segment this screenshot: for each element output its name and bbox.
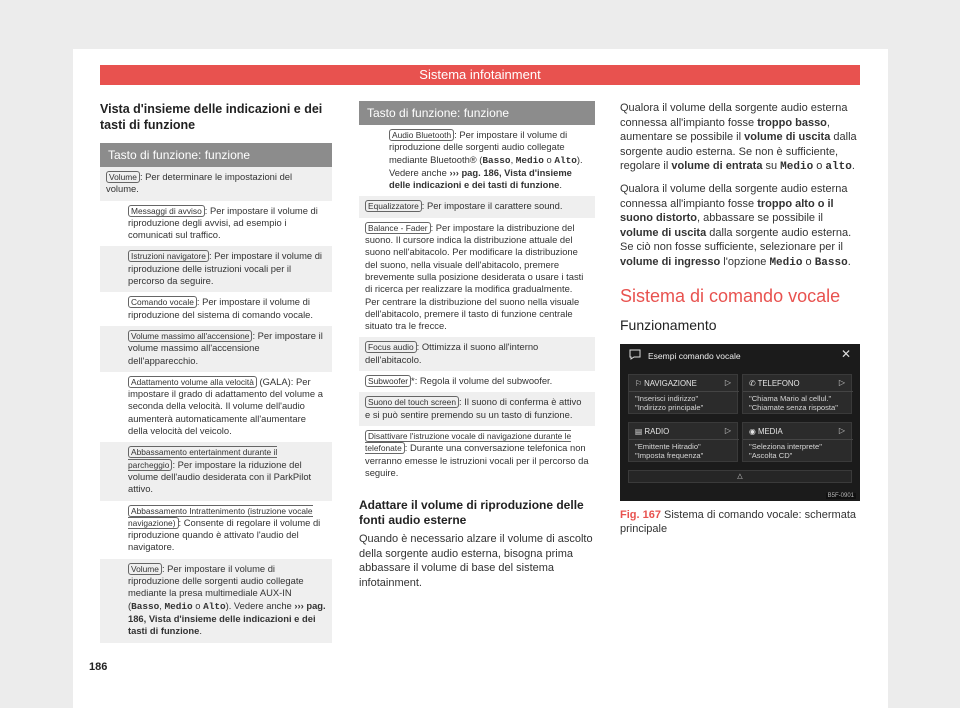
row-text: : Per determinare le impostazioni del volume. <box>106 171 293 195</box>
table-row <box>359 337 595 371</box>
table-row <box>359 392 595 426</box>
page-reference-link[interactable]: ››› pag. 186, Vista d'insieme delle indicazioni e dei tasti di funzione <box>128 599 326 637</box>
tile-label: RADIO <box>644 426 670 436</box>
table-row <box>100 326 332 372</box>
example-command: "Indirizzo principale" <box>635 402 704 412</box>
row-text: : Per impostare il volume massimo all'accensione dell'apparecchio. <box>128 329 323 366</box>
paragraph <box>620 182 860 271</box>
text: , abbassare se possibile il <box>697 212 823 225</box>
tile-header: ◉ MEDIA <box>749 426 783 436</box>
row-text: ). Vedere anche <box>389 153 583 178</box>
example-command: "Imposta frequenza" <box>635 450 704 460</box>
row-text: o <box>192 599 204 611</box>
bold-text: volume di ingresso <box>620 255 721 268</box>
function-key: Disattivare l'istruzione vocale di navigazione durante le telefonate <box>365 430 572 454</box>
table-row <box>359 125 595 196</box>
table-row <box>359 196 595 217</box>
page-number: 186 <box>89 661 108 673</box>
text: o <box>813 160 826 173</box>
function-key: Volume <box>106 171 140 183</box>
row-text: : Per impostare il volume di riproduzione delle sorgenti audio collegate mediante la presa multimediale AUX-IN ( <box>128 562 304 611</box>
tile-label: MEDIA <box>757 426 783 436</box>
bold-text: volume di entrata <box>671 160 763 173</box>
option-value: Basso <box>482 154 511 166</box>
column-left <box>100 101 332 643</box>
option-value: alto <box>825 161 852 174</box>
example-command: "Seleziona interprete" <box>749 441 822 451</box>
bold-text: volume di uscita <box>620 226 707 239</box>
text: . <box>851 160 855 173</box>
table-row <box>100 201 332 247</box>
caption-text: Sistema di comando vocale: schermata principale <box>620 508 857 535</box>
tile-header: ▤ RADIO <box>635 426 670 436</box>
divider <box>743 391 853 392</box>
row-text: . <box>559 179 562 191</box>
option-value: Basso <box>814 256 848 269</box>
option-value: Medio <box>780 161 814 174</box>
tile-label: TELEFONO <box>757 378 800 388</box>
row-text: : Per impostare il volume di riproduzione delle istruzioni vocali per il percorso da seguire. <box>128 250 323 287</box>
screen-title: Esempi comando vocale <box>648 350 741 361</box>
function-key: Volume <box>128 563 162 575</box>
option-value: Medio <box>515 154 544 166</box>
row-text: : Consente di regolare il volume di riproduzione quando è attivato l'audio del navigatore. <box>128 516 321 553</box>
table-row <box>359 371 595 392</box>
text: dalla sorgente audio esterna. Se ciò non fosse sufficiente, selezionare per il <box>620 226 852 254</box>
chevron-right-icon: ▷ <box>838 425 845 435</box>
row-text: : Durante una conversazione telefonica non verranno emesse le istruzioni vocali per il percorso da seguire. <box>365 442 589 478</box>
table-row <box>100 501 332 559</box>
table-row <box>100 559 332 643</box>
table-row <box>359 426 595 484</box>
tile-phone[interactable] <box>742 374 852 414</box>
table-header: Tasto di funzione: funzione <box>359 101 595 125</box>
option-value: Alto <box>203 600 226 612</box>
row-text: : Per impostare il carattere sound. <box>421 200 563 212</box>
text: su <box>762 160 781 173</box>
example-command: "Chiama Mario al cellul." <box>749 393 832 403</box>
divider <box>629 439 739 440</box>
chevron-right-icon: ▷ <box>838 377 845 387</box>
subheading: Adattare il volume di riproduzione delle fonti audio esterne <box>359 498 584 528</box>
paragraph <box>620 101 860 175</box>
function-key: Balance - Fader <box>365 222 431 234</box>
function-key: Suono del touch screen <box>365 396 459 408</box>
function-key: Abbassamento entertainment durante il parcheggio <box>128 447 278 470</box>
column-right <box>620 101 860 536</box>
row-text: . <box>199 625 202 637</box>
function-key: Abbassamento Intrattenimento (istruzione vocale navigazione) <box>128 505 313 528</box>
example-command: "Chiamate senza risposta" <box>749 402 838 412</box>
row-text: ). Vedere anche <box>225 599 295 611</box>
subsection-title: Funzionamento <box>620 316 717 333</box>
function-key: Audio Bluetooth <box>389 129 454 141</box>
text: dalla sorgente audio esterna. Se non è sufficiente, regolare il <box>620 131 857 173</box>
option-value: Medio <box>769 256 803 269</box>
option-value: Medio <box>164 600 193 612</box>
chevron-up-icon: △ <box>737 472 743 480</box>
tile-navigation[interactable] <box>628 374 738 414</box>
row-text: : Per impostare il volume di riproduzione delle sorgenti audio collegate mediante Bluetooth® ( <box>389 129 568 165</box>
table-header: Tasto di funzione: funzione <box>100 143 332 167</box>
expand-up-button[interactable] <box>628 470 852 483</box>
row-text: o <box>543 153 555 165</box>
chevron-right-icon: ▷ <box>724 425 731 435</box>
function-key: Adattamento volume alla velocità <box>128 376 257 388</box>
voice-icon <box>629 349 641 360</box>
row-text: : Per impostare il volume di riproduzione del sistema di comando vocale. <box>128 296 313 320</box>
row-text: (GALA): Per impostare il grado di adattamento del volume a seconda della velocità. Il volume dell'audio aumenterà automaticamente all'aumentare della velocità del veicolo. <box>128 375 323 437</box>
paragraph: Quando è necessario alzare il volume di ascolto della sorgente audio esterna, bisogna prima abbassare il volume di base del sistema infotainment. <box>359 533 593 589</box>
text: Qualora il volume della sorgente audio esterna connessa all'impianto fosse <box>620 102 848 129</box>
page-reference-link[interactable]: ››› pag. 186, Vista d'insieme delle indicazioni e dei tasti di funzione <box>389 166 572 191</box>
row-text: *: Regola il volume del subwoofer. <box>411 375 553 387</box>
table-row <box>359 218 595 338</box>
tile-media[interactable] <box>742 422 852 462</box>
chevron-right-icon: ▷ <box>724 377 731 387</box>
table-row <box>100 372 332 442</box>
tile-header: ⚐ NAVIGAZIONE <box>635 378 697 388</box>
screen-title-bar <box>620 344 860 366</box>
row-text: : Per impostare il volume di riproduzione degli avvisi, ad esempio i comunicati sul traffico. <box>128 204 318 241</box>
function-key: Focus audio <box>365 341 417 353</box>
option-value: Alto <box>554 154 577 166</box>
example-command: "Inserisci indirizzo" <box>635 393 699 403</box>
text: o <box>802 255 815 268</box>
row-text: : Per impostare la riduzione del volume dell'audio desiderata con il ParkPilot attivo. <box>128 458 312 495</box>
function-key: Subwoofer <box>365 375 411 387</box>
figure-code: B5F-0901 <box>827 492 854 499</box>
divider <box>743 439 853 440</box>
row-text: : Per impostare la distribuzione del suono. Il cursore indica la distribuzione attuale del suono nell'abitacolo. Per modificare la distribuzione del suono, nella visuale dell'abitacolo, premere brevemente sulla posizione desiderata o usare i tasti di ricerca per realizzare la modifica gradualmente. Per centrare la distribuzione del suono nella visuale dell'abitacolo, premere il tasto di funzione centrale situato tra le frecce. <box>365 221 584 332</box>
divider <box>629 391 739 392</box>
table-row <box>100 292 332 326</box>
example-command: "Emittente Hitradio" <box>635 441 701 451</box>
voice-control-screen-figure <box>620 344 860 501</box>
tile-header: ✆ TELEFONO <box>749 378 800 388</box>
function-key: Istruzioni navigatore <box>128 250 209 262</box>
manual-page <box>73 49 888 708</box>
bold-text: volume di uscita <box>744 131 831 144</box>
row-text: : Il suono di conferma è attivo e si può sentire premendo su un tasto di funzione. <box>365 396 582 420</box>
table-row <box>100 167 332 201</box>
bold-text: troppo alto o il suono distorto <box>620 197 834 225</box>
function-key: Volume massimo all'accensione <box>128 330 252 342</box>
function-key: Messaggi di avviso <box>128 205 205 217</box>
section-title: Sistema di comando vocale <box>620 285 841 306</box>
section-heading: Vista d'insieme delle indicazioni e dei tasti di funzione <box>100 102 323 132</box>
function-key: Equalizzatore <box>365 200 422 212</box>
bold-text: troppo basso <box>757 116 827 129</box>
tile-label: NAVIGAZIONE <box>644 378 697 388</box>
text: Qualora il volume della sorgente audio esterna connessa all'impianto fosse <box>620 182 848 210</box>
table-row <box>100 246 332 292</box>
function-key: Comando vocale <box>128 296 197 308</box>
text: , aumentare se possibile il <box>620 116 830 144</box>
close-icon[interactable]: ✕ <box>840 346 851 361</box>
column-middle <box>359 101 595 598</box>
table-row <box>100 442 332 500</box>
figure-caption <box>620 508 860 536</box>
option-value: Basso <box>131 600 160 612</box>
row-text: , <box>510 153 516 165</box>
row-text: : Ottimizza il suono all'interno dell'abitacolo. <box>365 341 539 365</box>
page-header: Sistema infotainment <box>100 65 860 85</box>
row-text: , <box>159 599 165 611</box>
figure-label: Fig. 167 <box>620 508 661 521</box>
tile-radio[interactable] <box>628 422 738 462</box>
example-command: "Ascolta CD" <box>749 450 793 460</box>
text: . <box>847 255 851 268</box>
text: l'opzione <box>720 255 770 268</box>
